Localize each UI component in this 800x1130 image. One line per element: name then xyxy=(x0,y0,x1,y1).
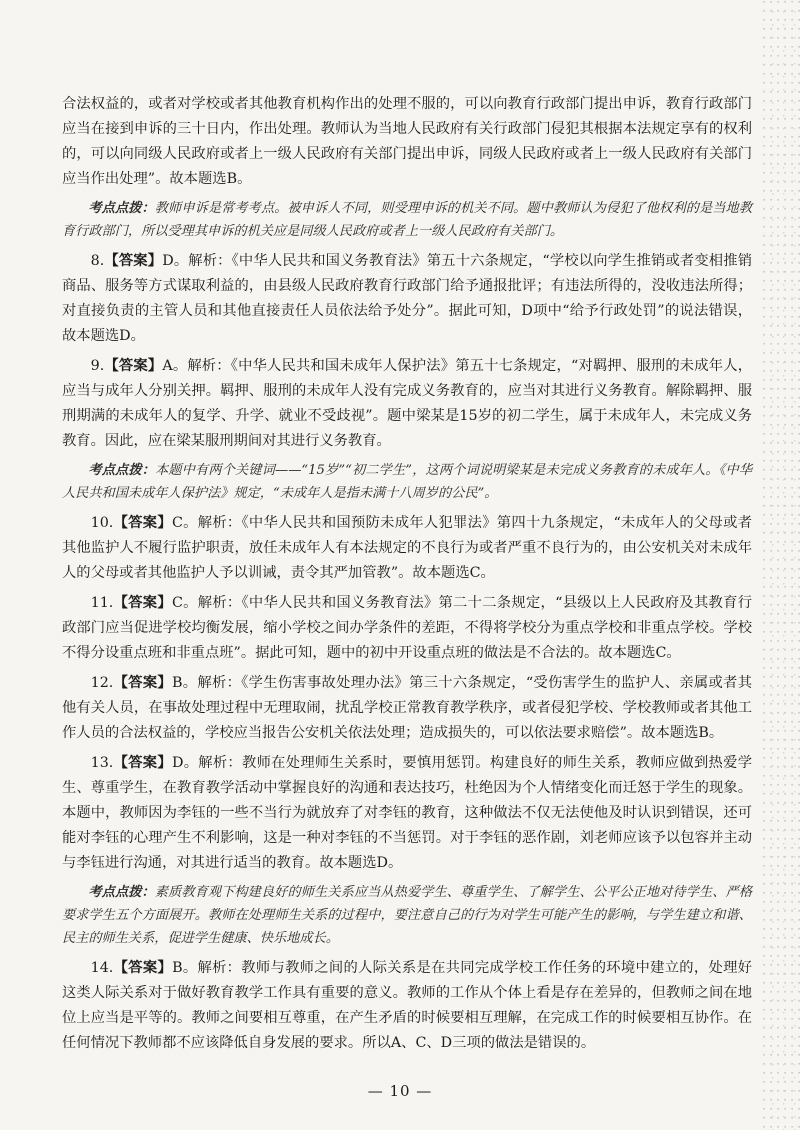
answer-text: D。解析：教师在处理师生关系时，要慎用惩罚。构建良好的师生关系，教师应做到热爱学生、尊重学生，在教育教学活动中掌握良好的沟通和表达技巧，杜绝因为个人情绪变化而迁怒于学生的现象。本题中，教师因为李钰的一些不当行为就放弃了对李钰的教育，这种做法不仅无法使他及时认识到错误，还可能对李钰的心理产生不利影响，这是一种对李钰的不当惩罚。对于李钰的恶作剧，刘老师应该予以包容并主动与李钰进行沟通，对其进行适当的教育。故本题选D。 xyxy=(62,755,753,871)
answer-label: 【答案】 xyxy=(113,675,172,691)
answer-label: 【答案】 xyxy=(113,960,173,976)
answer-10 xyxy=(62,511,752,586)
answer-14 xyxy=(62,956,752,1056)
answer-text: B。解析：教师与教师之间的人际关系是在共同完成学校工作任务的环境中建立的，处理好这类人际关系对于做好教育教学工作具有重要的意义。教师的工作从个体上看是存在差异的，但教师之间在地位上应当是平等的。教师之间要相互尊重，在产生矛盾的时候要相互理解，在完成工作的时候要相互协作。在任何情况下教师都不应该降低自身发展的要求。所以A、C、D三项的做法是错误的。 xyxy=(62,960,752,1051)
answer-8 xyxy=(62,249,752,349)
tip-label: 考点点拨： xyxy=(88,885,155,900)
answer-label: 【答案】 xyxy=(113,515,172,531)
answer-13 xyxy=(62,751,752,876)
tip-text: 教师申诉是常考考点。被申诉人不同，则受理申诉的机关不同。题中教师认为侵犯了他权利的是当地教育行政部门，所以受理其申诉的机关应是同级人民政府或者上一级人民政府有关部门。 xyxy=(62,201,753,239)
tip-paragraph-1 xyxy=(62,197,752,243)
answer-label: 【答案】 xyxy=(104,253,163,269)
answer-text: A。解析：《中华人民共和国未成年人保护法》第五十七条规定，“对羁押、服刑的未成年人，应当与成年人分别关押。羁押、服刑的未成年人没有完成义务教育的，应当对其进行义务教育。解除羁押、服刑期满的未成年人的复学、升学、就业不受歧视”。题中梁某是15岁的初二学生，属于未成年人，未完成义务教育。因此，应在梁某服刑期间对其进行义务教育。 xyxy=(62,358,753,449)
intro-paragraph: 合法权益的，或者对学校或者其他教育机构作出的处理不服的，可以向教育行政部门提出申诉，教育行政部门应当在接到申诉的三十日内，作出处理。教师认为当地人民政府有关行政部门侵犯其根据本法规定享有的权利的，可以向同级人民政府或者上一级人民政府有关部门提出申诉，同级人民政府或者上一级人民政府有关部门应当作出处理”。故本题选B。 xyxy=(62,96,752,187)
answer-text: D。解析：《中华人民共和国义务教育法》第五十六条规定，“学校以向学生推销或者变相推销商品、服务等方式谋取利益的，由县级人民政府教育行政部门给予通报批评；有违法所得的，没收违法所得；对直接负责的主管人员和其他直接责任人员依法给予处分”。据此可知，D项中“给予行政处罚”的说法错误，故本题选D。 xyxy=(62,253,753,344)
answer-number: 14. xyxy=(90,960,114,976)
answer-label: 【答案】 xyxy=(113,595,172,611)
answer-number: 9. xyxy=(90,358,105,374)
answer-11 xyxy=(62,591,752,666)
answer-number: 13. xyxy=(90,755,114,771)
answer-9 xyxy=(62,354,752,454)
answer-number: 10. xyxy=(90,515,114,531)
answer-text: C。解析：《中华人民共和国预防未成年人犯罪法》第四十九条规定，“未成年人的父母或者其他监护人不履行监护职责，放任未成年人有本法规定的不良行为或者严重不良行为的，由公安机关对未成年人的父母或者其他监护人予以训诫，责令其严加管教”。故本题选C。 xyxy=(62,515,752,581)
answer-label: 【答案】 xyxy=(104,358,163,374)
answer-number: 12. xyxy=(90,675,114,691)
tip-paragraph-3 xyxy=(62,881,752,950)
document-body xyxy=(62,92,752,1061)
answer-number: 8. xyxy=(90,253,105,269)
tip-label: 考点点拨： xyxy=(88,201,155,216)
answer-number: 11. xyxy=(90,595,114,611)
tip-text: 本题中有两个关键词——“15岁”“初二学生”，这两个词说明梁某是未完成义务教育的未成年人。《中华人民共和国未成年人保护法》规定，“未成年人是指未满十八周岁的公民”。 xyxy=(62,463,753,501)
answer-label: 【答案】 xyxy=(113,755,172,771)
tip-label: 考点点拨： xyxy=(88,463,156,478)
tip-text: 素质教育观下构建良好的师生关系应当从热爱学生、尊重学生、了解学生、公平公正地对待学生、严格要求学生五个方面展开。教师在处理师生关系的过程中，要注意自己的行为对学生可能产生的影响，与学生建立和谐、民主的师生关系，促进学生健康、快乐地成长。 xyxy=(62,885,753,946)
scan-edge-noise xyxy=(762,0,800,1130)
answer-text: C。解析：《中华人民共和国义务教育法》第二十二条规定，“县级以上人民政府及其教育行政部门应当促进学校均衡发展，缩小学校之间办学条件的差距，不得将学校分为重点学校和非重点学校。学校不得分设重点班和非重点班”。据此可知，题中的初中开设重点班的做法是不合法的。故本题选C。 xyxy=(62,595,752,661)
page-number: — 10 — xyxy=(367,1082,433,1100)
answer-12 xyxy=(62,671,752,746)
answer-text: B。解析：《学生伤害事故处理办法》第三十六条规定，“受伤害学生的监护人、亲属或者其他有关人员，在事故处理过程中无理取闹，扰乱学校正常教育教学秩序，或者侵犯学校、学校教师或者其他工作人员的合法权益的，学校应当报告公安机关依法处理；造成损失的，可以依法要求赔偿”。故本题选B。 xyxy=(62,675,752,741)
tip-paragraph-2 xyxy=(62,459,752,505)
